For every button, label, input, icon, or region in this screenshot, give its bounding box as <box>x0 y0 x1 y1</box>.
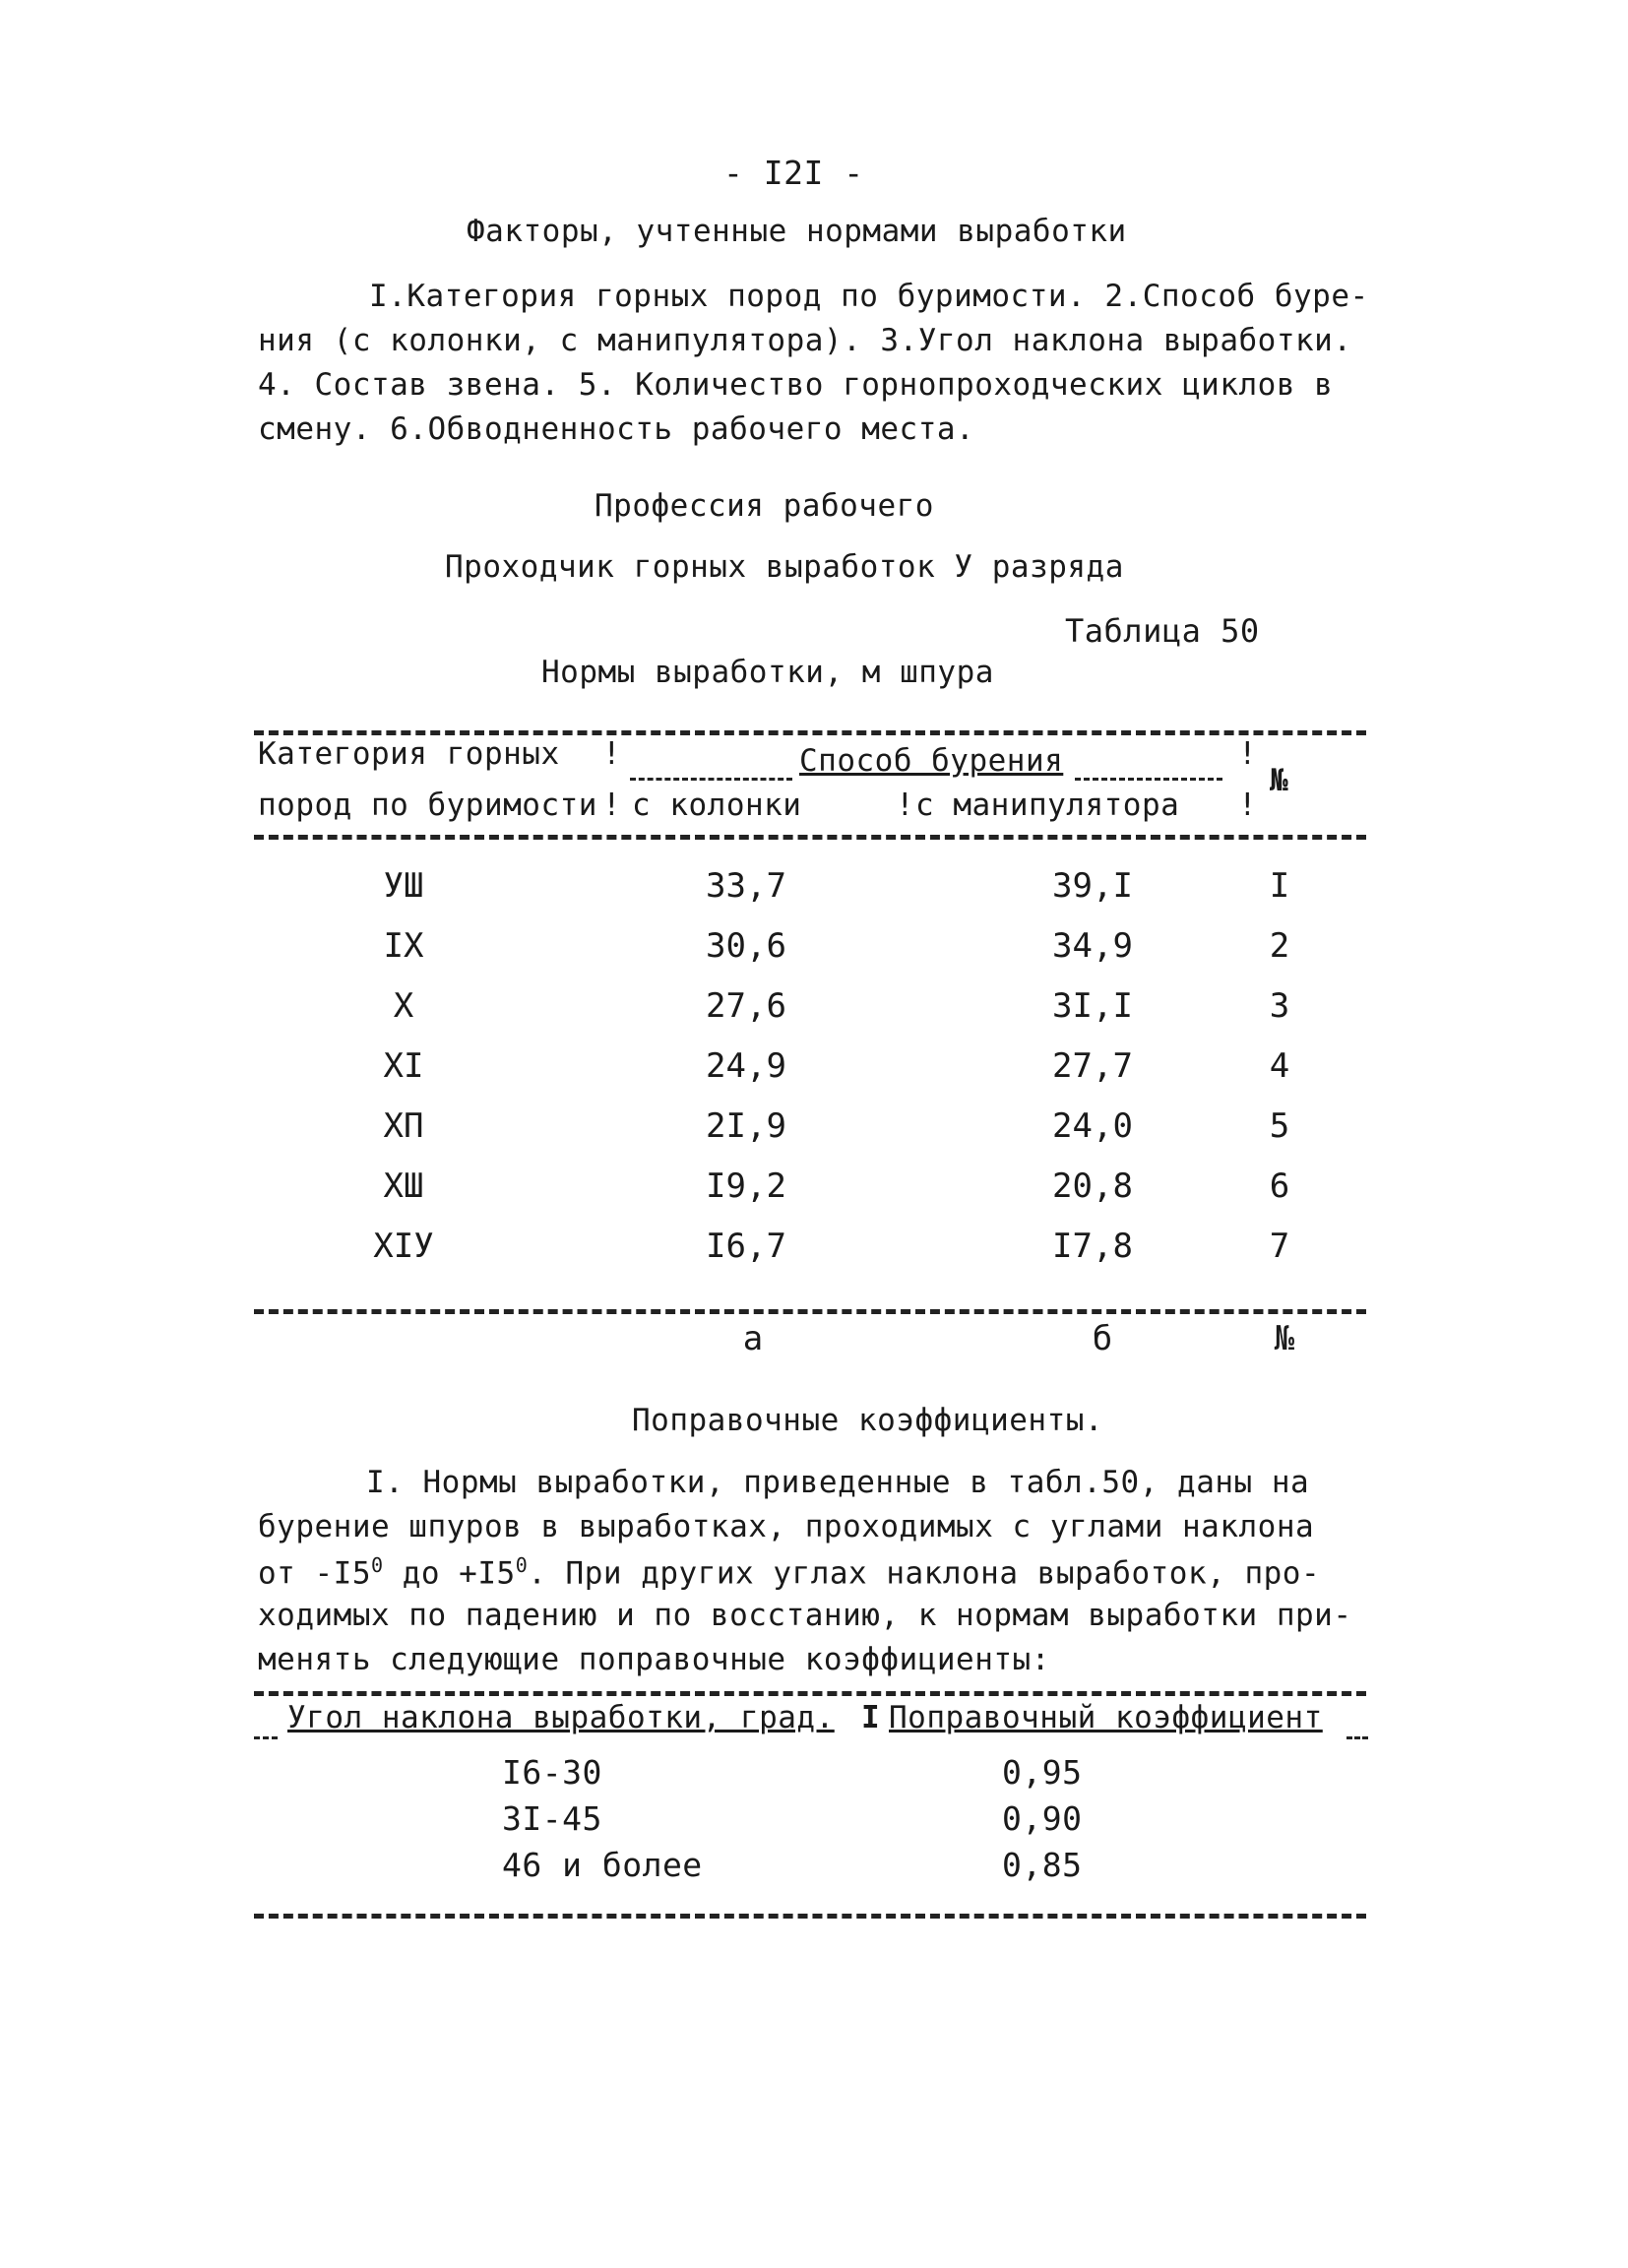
coef-angle: 46 и более <box>502 1846 703 1884</box>
coef-header-angle: Угол наклона выработки, град. <box>287 1700 835 1735</box>
row-category: XШ <box>383 1166 424 1206</box>
header-sep-1b: ! <box>1238 736 1258 772</box>
para-line-3-part-1: от -I5 <box>258 1555 371 1592</box>
row-number: I <box>1269 866 1290 906</box>
factors-line-1: I.Категория горных пород по буримости. 2.Способ буре- <box>369 279 1369 314</box>
header-sep-1a: ! <box>602 736 622 772</box>
factors-line-2: ния (с колонки, с манипулятора). 3.Угол наклона выработки. <box>258 323 1352 358</box>
header-col-manipulator: с манипулятора <box>915 788 1180 823</box>
para-line-3-part-2: до +I5 <box>383 1555 516 1592</box>
degree-sign-2: 0 <box>515 1553 529 1577</box>
para-line-1: I. Нормы выработки, приведенные в табл.50, даны на <box>366 1465 1310 1500</box>
header-sep-2a: ! <box>602 788 622 823</box>
coef-table-bottom-rule <box>254 1914 1366 1919</box>
row-category: X <box>393 986 414 1026</box>
table-bottom-rule <box>254 1309 1366 1314</box>
header-category-line-1: Категория горных <box>258 736 560 772</box>
row-value-a: 33,7 <box>706 866 786 906</box>
row-value-a: 2I,9 <box>706 1106 786 1146</box>
row-number: 7 <box>1269 1227 1290 1266</box>
row-value-a: I6,7 <box>706 1227 786 1266</box>
row-value-b: 34,9 <box>1052 926 1133 966</box>
row-value-b: 39,I <box>1052 866 1133 906</box>
coef-header-rule-left <box>254 1736 278 1739</box>
footer-col-number: № <box>1274 1319 1295 1358</box>
table-top-rule <box>254 730 1366 735</box>
header-sep-2c: ! <box>1238 788 1258 823</box>
profession-title: Профессия рабочего <box>595 488 934 524</box>
row-number: 6 <box>1269 1166 1290 1206</box>
header-method: Способ бурения <box>799 743 1064 779</box>
factors-title: Факторы, учтенные нормами выработки <box>467 214 1127 249</box>
page-number: - I2I - <box>723 154 864 192</box>
row-number: 2 <box>1269 926 1290 966</box>
row-category: IX <box>383 926 424 966</box>
profession-name: Проходчик горных выработок У разряда <box>445 549 1124 585</box>
coef-value: 0,90 <box>1002 1799 1083 1838</box>
header-number: № <box>1270 763 1289 798</box>
row-category: XIУ <box>373 1227 434 1266</box>
header-method-rule-right <box>1075 778 1222 781</box>
row-category: XП <box>383 1106 424 1146</box>
factors-line-3: 4. Состав звена. 5. Количество горнопроходческих циклов в <box>258 367 1334 403</box>
header-category-line-2: пород по буримости <box>258 788 597 823</box>
para-line-2: бурение шпуров в выработках, проходимых с углами наклона <box>258 1509 1315 1544</box>
para-line-3-part-3: . При других углах наклона выработок, про- <box>528 1555 1321 1592</box>
row-value-b: 20,8 <box>1052 1166 1133 1206</box>
coef-angle: 3I-45 <box>502 1799 602 1838</box>
degree-sign-1: 0 <box>370 1553 384 1577</box>
coef-value: 0,85 <box>1002 1846 1083 1884</box>
row-value-b: I7,8 <box>1052 1227 1133 1266</box>
row-number: 4 <box>1269 1046 1290 1086</box>
header-method-rule-left <box>630 778 792 781</box>
header-col-drill-column: с колонки <box>632 788 802 823</box>
row-value-b: 27,7 <box>1052 1046 1133 1086</box>
row-category: XI <box>383 1046 424 1086</box>
row-value-b: 24,0 <box>1052 1106 1133 1146</box>
row-number: 5 <box>1269 1106 1290 1146</box>
row-value-a: 30,6 <box>706 926 786 966</box>
coef-header-rule-right <box>1346 1736 1368 1739</box>
row-value-a: 24,9 <box>706 1046 786 1086</box>
footer-col-b: б <box>1092 1319 1113 1358</box>
table-header-rule <box>254 835 1366 840</box>
factors-line-4: смену. 6.Обводненность рабочего места. <box>258 411 975 447</box>
header-sep-2b: ! <box>896 788 915 823</box>
row-value-b: 3I,I <box>1052 986 1133 1026</box>
table-title: Нормы выработки, м шпура <box>541 655 994 690</box>
row-number: 3 <box>1269 986 1290 1026</box>
row-value-a: I9,2 <box>706 1166 786 1206</box>
coef-table-top-rule <box>254 1691 1366 1696</box>
coef-angle: I6-30 <box>502 1753 602 1792</box>
coef-header-sep: I <box>861 1700 881 1735</box>
row-value-a: 27,6 <box>706 986 786 1026</box>
para-line-5: менять следующие поправочные коэффициенты: <box>258 1642 1050 1677</box>
para-line-3 <box>258 1553 1320 1591</box>
coef-header-coefficient: Поправочный коэффициент <box>889 1700 1323 1735</box>
para-line-4: ходимых по падению и по восстанию, к нормам выработки при- <box>258 1598 1352 1633</box>
coef-value: 0,95 <box>1002 1753 1083 1792</box>
footer-col-a: а <box>742 1319 764 1358</box>
table-label: Таблица 50 <box>1065 612 1260 650</box>
coef-title: Поправочные коэффициенты. <box>632 1403 1104 1438</box>
row-category: УШ <box>383 866 424 906</box>
